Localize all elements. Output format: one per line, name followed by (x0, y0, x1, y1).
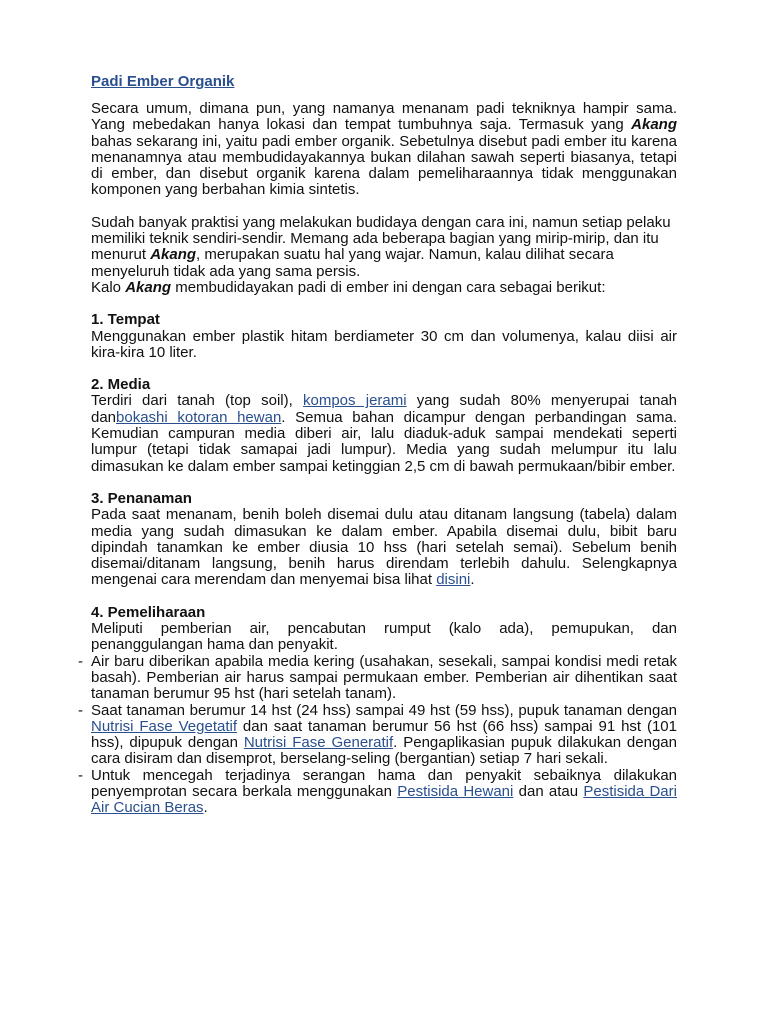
link-pestisida-hewani[interactable]: Pestisida Hewani (397, 782, 514, 800)
list-item: - Untuk mencegah terjadinya serangan hama dan penyakit sebaiknya dilakukan penyemprotan secara berkala menggunakan Pestisida Hewani dan atau Pestisida Dari Air Cucian Beras. (78, 766, 677, 817)
section-heading: 2. Media (91, 376, 151, 394)
dash-bullet: - (78, 766, 83, 784)
section-heading: 1. Tempat (91, 311, 160, 329)
link-disini[interactable]: disini (436, 571, 471, 589)
page-title[interactable]: Padi Ember Organik (91, 73, 235, 90)
link-kompos-jerami[interactable]: kompos jerami (303, 392, 407, 410)
akang-emphasis: Akang (631, 116, 677, 134)
section-text: Meliputi pemberian air, pencabutan rumput (kalo ada), pemupukan, dan penanggulangan hama dan penyakit. (91, 620, 677, 654)
list-item: - Saat tanaman berumur 14 hst (24 hss) sampai 49 hst (59 hss), pupuk tanaman dengan Nutrisi Fase Vegetatif dan saat tanaman berumur 56 hst (66 hss) sampai 91 hst (101 hss), dipupuk dengan Nutrisi Fase Generatif. Pengaplikasian pupuk dilakukan dengan cara disiram dan disemprot, berselang-seling (bergantian) setiap 7 hari sekali. (78, 701, 677, 768)
akang-emphasis: Akang (125, 278, 172, 296)
section-pemeliharaan (78, 603, 677, 817)
section-penanaman (91, 491, 677, 589)
link-bokashi-kotoran-hewan[interactable]: bokashi kotoran hewan (116, 408, 282, 426)
section-heading: 3. Penanaman (91, 489, 192, 507)
practice-paragraph: Sudah banyak praktisi yang melakukan budidaya dengan cara ini, namun setiap pelaku memiliki teknik sendiri-sendir. Memang ada beberapa bagian yang mirip-mirip, dan itu menurut Akang, merupakan suatu hal yang wajar. Namun, kalau dilihat secara menyeluruh tidak ada yang sama persis. Kalo Akang membudidayakan padi di ember ini dengan cara sebagai berikut: (91, 213, 671, 296)
section-media (91, 377, 677, 475)
intro-paragraph: Secara umum, dimana pun, yang namanya menanam padi tekniknya hampir sama. Yang mebedakan hanya lokasi dan tempat tumbuhnya saja. Termasuk yang Akang bahas sekarang ini, yaitu padi ember organik. Sebetulnya disebut padi ember itu karena menanamnya atau membudidayakannya bukan dilahan sawah seperti biasanya, tetapi di ember, dan disebut organik karena dalam pemeliharaannya tidak menggunakan komponen yang berbahan kimia sintetis. (91, 100, 677, 199)
section-heading: 4. Pemeliharaan (91, 603, 206, 621)
section-text: Menggunakan ember plastik hitam berdiameter 30 cm dan volumenya, kalau diisi air kira-kira 10 liter. (91, 327, 677, 361)
list-item: - Air baru diberikan apabila media kering (usahakan, sesekali, sampai kondisi medi retak basah). Pemberian air harus sampai permukaan ember. Pemberian air dihentikan saat tanaman berumur 95 hst (hari setelah tanam). (78, 652, 677, 703)
document-body (78, 73, 678, 817)
link-nutrisi-fase-generatif[interactable]: Nutrisi Fase Generatif (243, 734, 394, 752)
section-text: Pada saat menanam, benih boleh disemai dulu atau ditanam langsung (tabela) dalam media yang sudah dimasukan ke dalam ember. Apabila disemai dulu, bibit baru dipindah tanamkan ke ember diusia 10 hss (hari setelah semai). Sebelum benih disemai/ditanam langsung, benih harus direndam terlebih dahulu. Selengkapnya mengenai cara merendam dan menyemai bisa lihat disini. (91, 506, 677, 589)
dash-bullet: - (78, 652, 83, 670)
section-text: Terdiri dari tanah (top soil), kompos jerami yang sudah 80% menyerupai tanah danbokashi kotoran hewan. Semua bahan dicampur dengan perbandingan sama. Kemudian campuran media diberi air, lalu diaduk-aduk sampai mendekati seperti lumpur (tetapi tidak samapai jadi lumpur). Media yang sudah melumpur itu lalu dimasukan ke dalam ember sampai ketinggian 2,5 cm di bawah permukaan/bibir ember. (91, 392, 678, 475)
link-nutrisi-fase-vegetatif[interactable]: Nutrisi Fase Vegetatif (91, 717, 237, 735)
akang-emphasis: Akang (150, 246, 197, 264)
section-tempat (91, 312, 677, 361)
dash-bullet: - (78, 701, 83, 719)
link-pestisida-cucian-beras[interactable]: Pestisida Dari Air Cucian Beras (91, 782, 677, 817)
